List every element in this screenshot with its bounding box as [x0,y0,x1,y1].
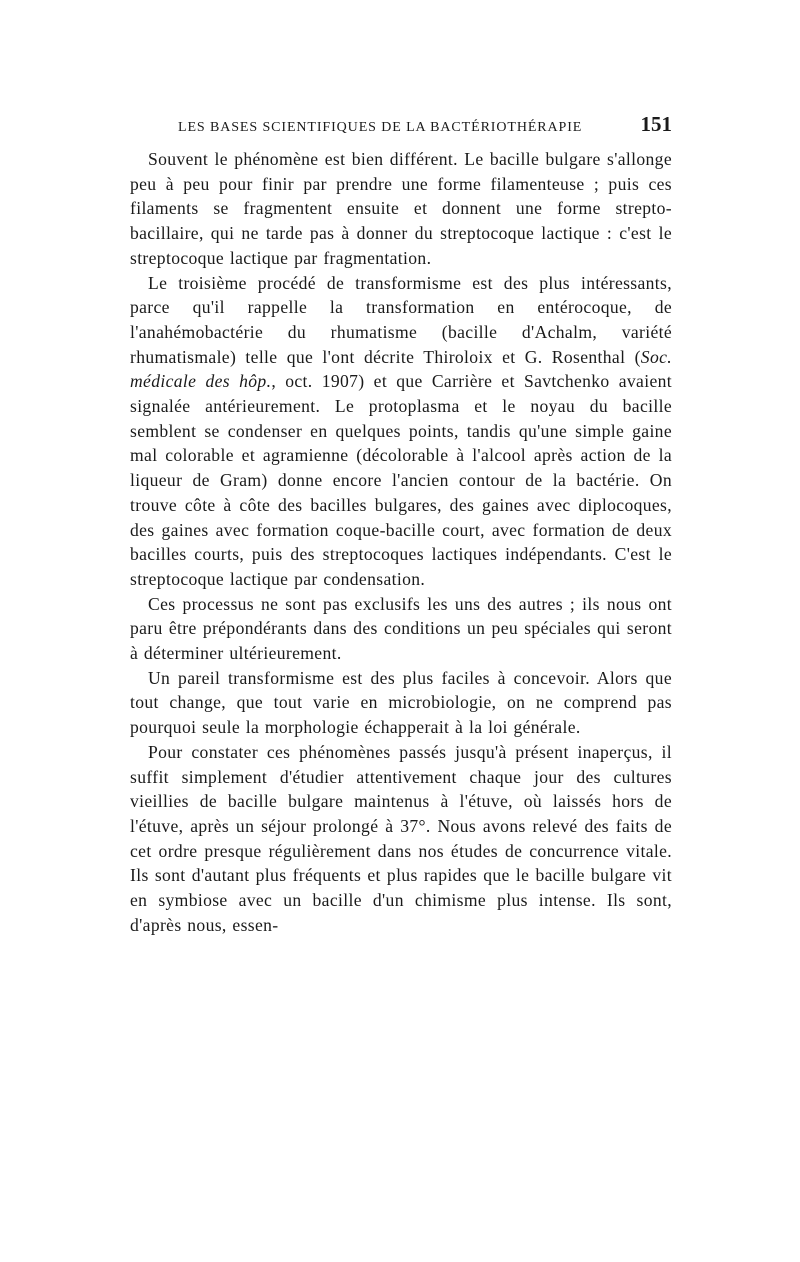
paragraph-4: Un pareil transformisme est des plus faciles à concevoir. Alors que tout change, que tout varie en microbiologie, on ne comprend pas pourquoi seule la morphologie échapperait à la loi générale. [130,667,672,738]
book-page [130,112,672,938]
page-number: 151 [640,112,672,136]
paragraph-2-text-after: , oct. 1907) et que Carrière et Savtchenko avaient signalée antérieurement. Le protoplasma et le noyau du bacille semblent se condenser en quelques points, tandis qu'une simple gaine mal colorable et agramienne (décolorable à l'alcool après action de la liqueur de Gram) donne encore l'ancien contour de la bactérie. On trouve côte à côte des bacilles bulgares, des gaines avec diplocoques, des gaines avec formation coque-bacille court, avec formation de deux bacilles courts, puis des streptocoques lactiques indépendants. C'est le streptocoque lactique par condensation. [130,371,672,589]
paragraph-1: Souvent le phénomène est bien différent. Le bacille bulgare s'allonge peu à peu pour finir par prendre une forme filamenteuse ; puis ces filaments se fragmentent ensuite et donnent une forme strepto-bacillaire, qui ne tarde pas à donner du streptocoque lactique : c'est le streptocoque lactique par fragmentation. [130,149,672,268]
running-head [130,112,672,137]
paragraph-2-text-before: Le troisième procédé de transformisme est des plus intéressants, parce qu'il rappelle la transformation en entérocoque, de l'anahémobactérie du rhumatisme (bacille d'Achalm, variété rhumatismale) telle que l'ont décrite Thiroloix et G. Rosenthal ( [130,272,672,367]
body-text [130,147,672,938]
running-title: LES BASES SCIENTIFIQUES DE LA BACTÉRIOTHÉRAPIE [178,120,583,135]
paragraph-2 [130,271,672,592]
paragraph-5: Pour constater ces phénomènes passés jusqu'à présent inaperçus, il suffit simplement d'étudier attentivement chaque jour des cultures vieillies de bacille bulgare maintenus à l'étuve, où laissés hors de l'étuve, après un séjour prolongé à 37°. Nous avons relevé des faits de cet ordre presque régulièrement dans nos études de concurrence vitale. Ils sont d'autant plus fréquents et plus rapides que le bacille bulgare vit en symbiose avec un bacille d'un chimisme plus intense. Ils sont, d'après nous, essen- [130,741,672,935]
paragraph-3: Ces processus ne sont pas exclusifs les uns des autres ; ils nous ont paru être prépondérants dans des conditions un peu spéciales qui seront à déterminer ultérieurement. [130,593,672,664]
citation: Soc. médicale des hôp. [130,346,672,392]
